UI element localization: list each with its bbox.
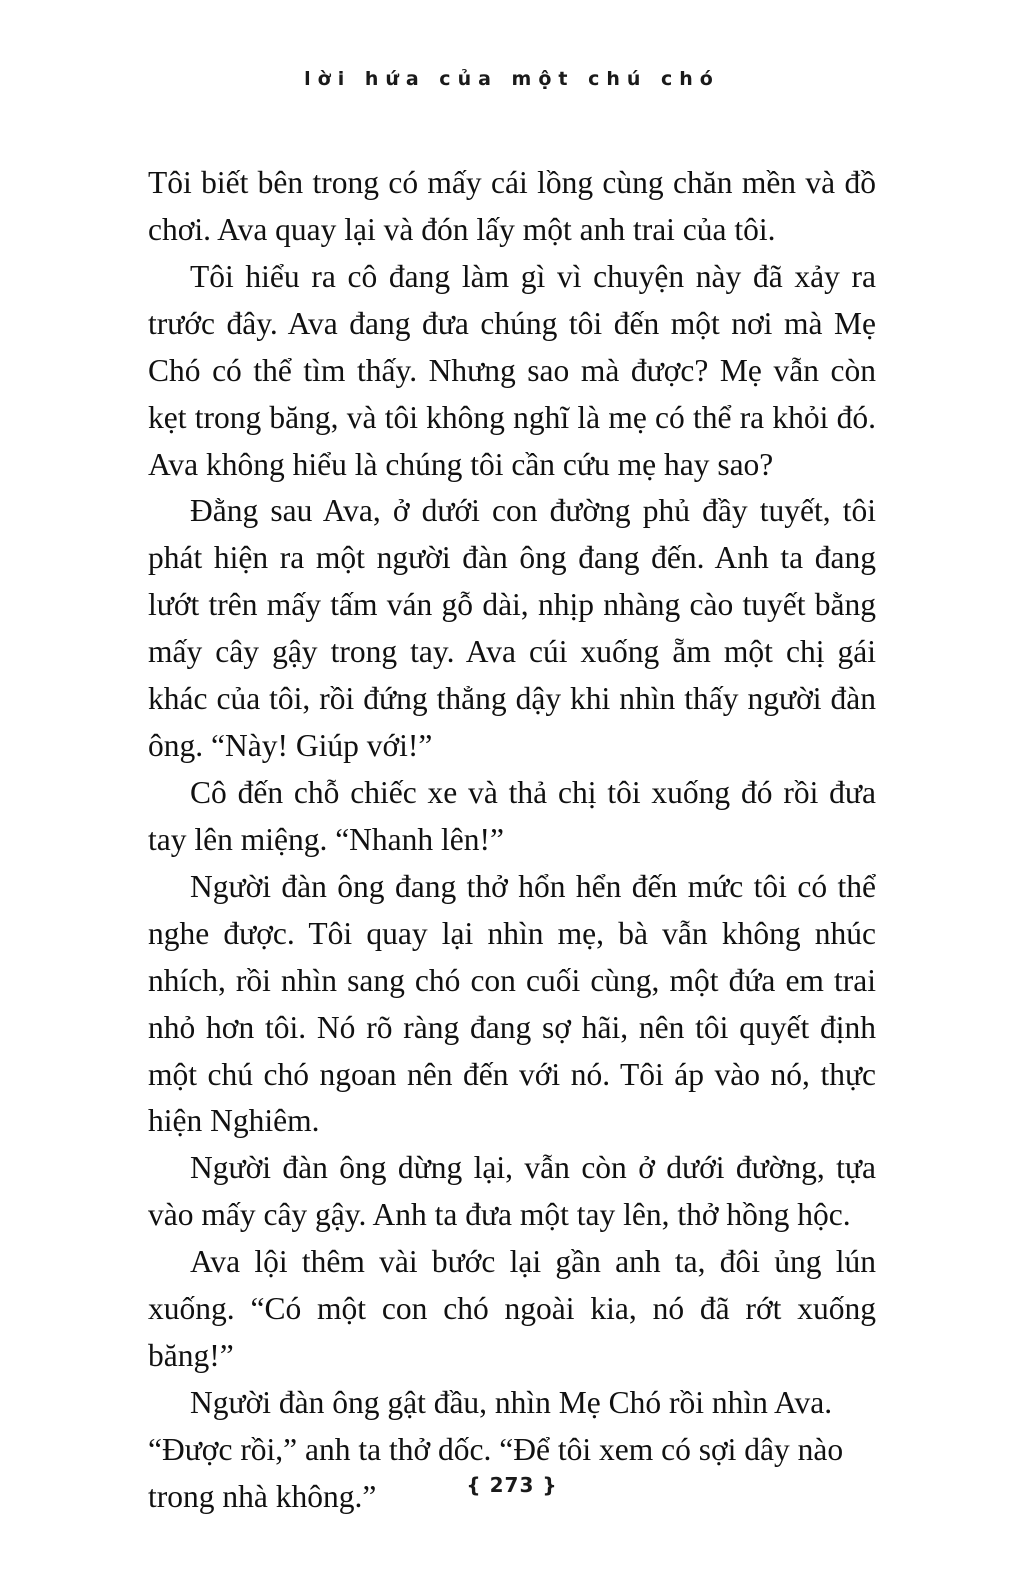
paragraph: Tôi hiểu ra cô đang làm gì vì chuyện này đã xảy ra trước đây. Ava đang đưa chúng tôi đến một nơi mà Mẹ Chó có thể tìm thấy. Nhưng sao mà được? Mẹ vẫn còn kẹt trong băng, và tôi không nghĩ là mẹ có thể ra khỏi đó. Ava không hiểu là chúng tôi cần cứu mẹ hay sao? — [148, 258, 876, 482]
paragraph: Cô đến chỗ chiếc xe và thả chị tôi xuống đó rồi đưa tay lên miệng. “Nhanh lên!” — [148, 774, 876, 857]
running-head: lời hứa của một chú chó — [304, 68, 720, 90]
paragraph: Người đàn ông đang thở hổn hển đến mức tôi có thể nghe được. Tôi quay lại nhìn mẹ, bà vẫn không nhúc nhích, rồi nhìn sang chó con cuối cùng, một đứa em trai nhỏ hơn tôi. Nó rõ ràng đang sợ hãi, nên tôi quyết định một chú chó ngoan nên đến với nó. Tôi áp vào nó, thực hiện Nghiêm. — [148, 868, 876, 1139]
page-body — [148, 160, 876, 1521]
paragraph: Đằng sau Ava, ở dưới con đường phủ đầy tuyết, tôi phát hiện ra một người đàn ông đang đến. Anh ta đang lướt trên mấy tấm ván gỗ dài, nhịp nhàng cào tuyết bằng mấy cây gậy trong tay. Ava cúi xuống ẵm một chị gái khác của tôi, rồi đứng thẳng dậy khi nhìn thấy người đàn ông. “Này! Giúp với!” — [148, 493, 876, 764]
paragraph: Ava lội thêm vài bước lại gần anh ta, đôi ủng lún xuống. “Có một con chó ngoài kia, nó đã rớt xuống băng!” — [148, 1244, 876, 1374]
paragraph: Người đàn ông dừng lại, vẫn còn ở dưới đường, tựa vào mấy cây gậy. Anh ta đưa một tay lên, thở hồng hộc. — [148, 1150, 876, 1233]
paragraph: Tôi biết bên trong có mấy cái lồng cùng chăn mền và đồ chơi. Ava quay lại và đón lấy một anh trai của tôi. — [148, 165, 876, 247]
paragraph: Người đàn ông gật đầu, nhìn Mẹ Chó rồi nhìn Ava. “Được rồi,” anh ta thở dốc. “Để tôi xem có sợi dây nào trong nhà không.” — [148, 1384, 844, 1514]
page-number: { 273 } — [466, 1473, 558, 1497]
